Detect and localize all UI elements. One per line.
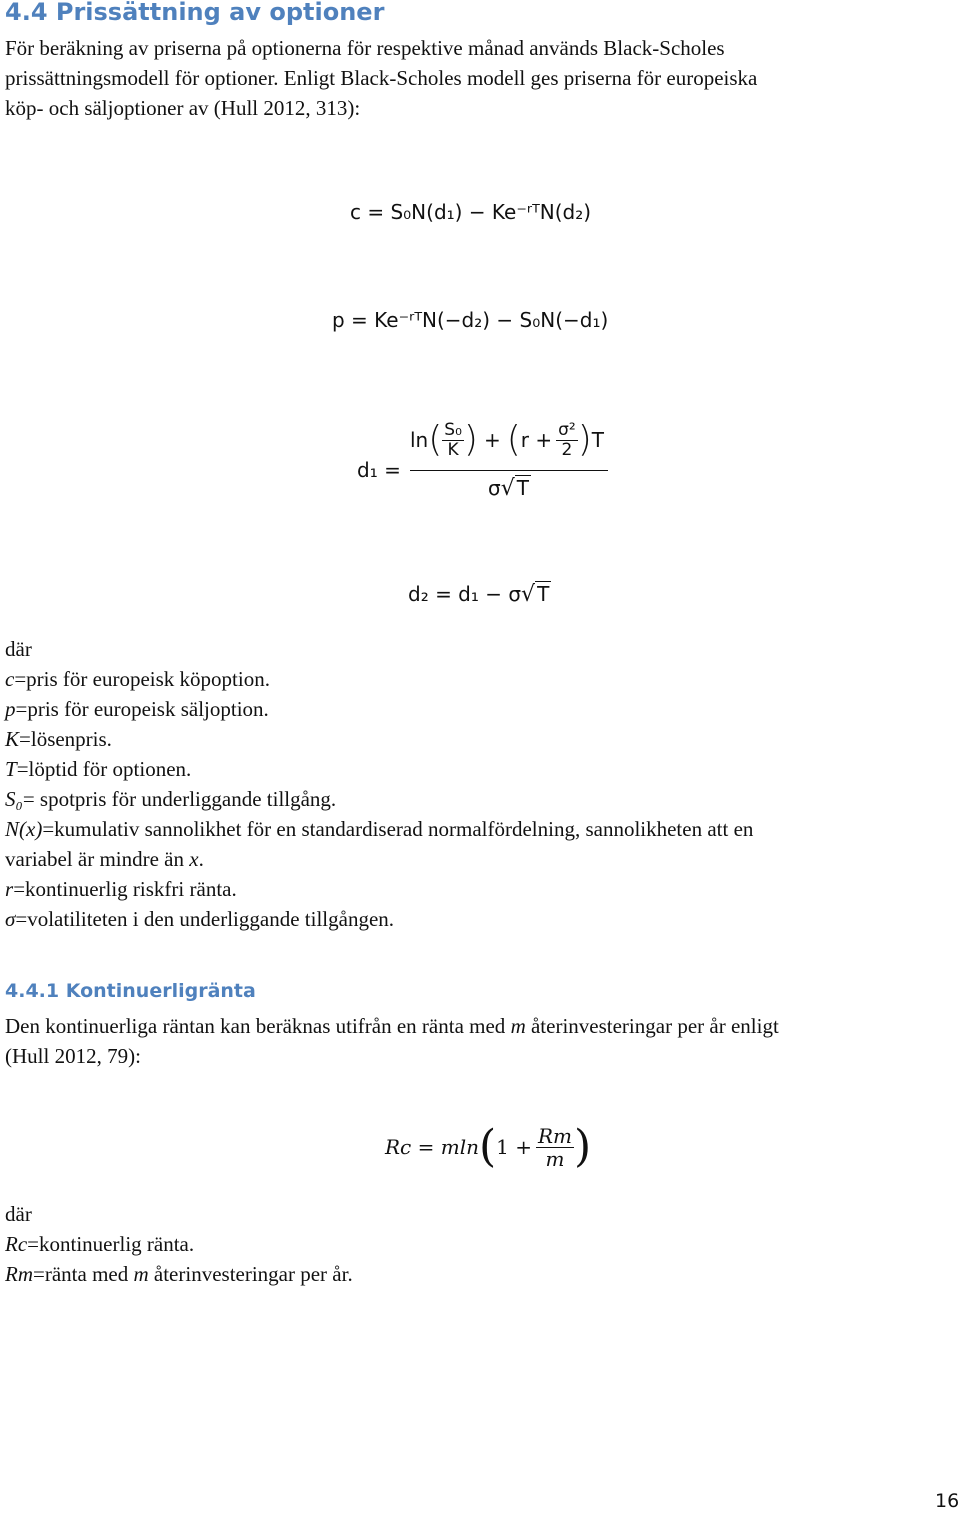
formula-d1-numerator [410,420,604,460]
def-text: =ränta med [33,1262,134,1286]
d1-paren-open: ( [428,419,443,460]
def-text: =kumulativ sannolikhet för en standardiserad normalfördelning, sannolikheten att en [42,817,754,841]
formula-call [350,200,591,224]
def-symbol: m [133,1262,149,1286]
def-symbol: p [5,697,16,721]
def-rc [5,1229,353,1259]
d1-den-sigma: σ [488,476,501,500]
def-symbol: σ [5,907,16,931]
def-symbol: K [5,727,20,751]
def-symbol: c [5,667,15,691]
d1-sqrt [501,476,531,501]
def-nx [5,814,753,844]
def-symbol: Rc [5,1232,28,1256]
page-number: 16 [935,1490,960,1512]
def-text: =pris för europeisk köpoption. [14,667,270,691]
def-tail: återinvesteringar per år. [148,1262,353,1286]
d2-lhs: d₂ = d₁ − σ [408,582,522,606]
rc-num: Rm [538,1123,573,1148]
subsection-text-b: återinvesteringar per år enligt [525,1014,779,1038]
subsection-heading: 4.4.1 Kontinuerligränta [5,980,256,1002]
d1-paren2-close: ) [577,419,592,460]
def-symbol: T [5,757,17,781]
subsection-symbol: m [510,1014,526,1038]
d1-k: K [447,439,459,460]
intro-line-3: köp- och säljoptioner av (Hull 2012, 313): [5,96,361,120]
def-text: =kontinuerlig ränta. [27,1232,195,1256]
d1-fraction-bar [410,470,608,471]
definitions2-block [5,1199,353,1289]
d1-paren2-open: ( [506,419,521,460]
def-text: =lösenpris. [19,727,112,751]
def-text: variabel är mindre än [5,847,190,871]
def-p [5,694,753,724]
def-symbol: N(x) [5,817,43,841]
sqrt-icon: √ [500,476,515,501]
def-text: = spotpris för underliggande tillgång. [22,787,337,811]
d1-paren-close: ) [463,419,478,460]
rc-lhs: Rc = mln [385,1135,479,1159]
formula-d1-denominator [488,476,531,501]
d2-sqrt [521,582,551,607]
def-s0 [5,784,753,814]
d1-r-plus: r + [520,428,553,452]
rc-fraction [536,1125,574,1170]
formula-d1-lhs: d₁ = [357,458,401,482]
d1-s0-over-k [442,421,464,459]
subsection-line-2: (Hull 2012, 79): [5,1044,141,1068]
def-text: =kontinuerlig riskfri ränta. [13,877,237,901]
def-symbol: x [189,847,199,871]
definitions-dar: där [5,637,32,661]
d1-sigma2: σ² [558,419,576,440]
def-k [5,724,753,754]
rc-paren-open: ( [478,1121,497,1172]
def-text: =pris för europeisk säljoption. [15,697,269,721]
d1-s0: S₀ [444,419,462,440]
formula-rc [385,1120,591,1174]
definitions2-dar: där [5,1202,32,1226]
subsection-text-a: Den kontinuerliga räntan kan beräknas utifrån en ränta med [5,1014,511,1038]
rc-den: m [545,1146,565,1171]
formula-put [332,308,608,332]
def-t [5,754,753,784]
def-symbol: Rm [5,1262,33,1286]
subsection-line-1 [5,1011,779,1041]
d1-two: 2 [561,439,573,460]
section-heading: 4.4 Prissättning av optioner [5,0,385,26]
formula-put-text: p = Ke⁻ʳᵀN(−d₂) − S₀N(−d₁) [332,308,609,332]
intro-line-2: prissättningsmodell för optioner. Enligt Black-Scholes modell ges priserna för europeiska [5,66,758,90]
def-r [5,874,753,904]
def-sigma [5,904,753,934]
d1-ln: ln [410,428,429,452]
d1-plus: + [483,428,501,452]
formula-call-text: c = S₀N(d₁) − Ke⁻ʳᵀN(d₂) [350,200,592,224]
d2-t: T [537,582,550,606]
sqrt-icon: √ [521,582,536,607]
def-text: =volatiliteten i den underliggande tillgången. [15,907,395,931]
rc-one-plus: 1 + [496,1135,532,1159]
intro-line-1: För beräkning av priserna på optionerna för respektive månad används Black-Scholes [5,36,725,60]
def-rm [5,1259,353,1289]
def-nx-cont [5,844,753,874]
d1-den-t: T [516,476,529,500]
def-c [5,664,753,694]
definitions-block [5,634,753,934]
d1-sigma2-over-2 [556,421,578,459]
def-symbol: S₀ [5,787,23,811]
d1-t: T [591,428,604,452]
def-tail: . [198,847,204,871]
rc-paren-close: ) [574,1121,592,1172]
def-symbol: r [5,877,14,901]
formula-d2 [408,582,551,607]
def-text: =löptid för optionen. [16,757,192,781]
